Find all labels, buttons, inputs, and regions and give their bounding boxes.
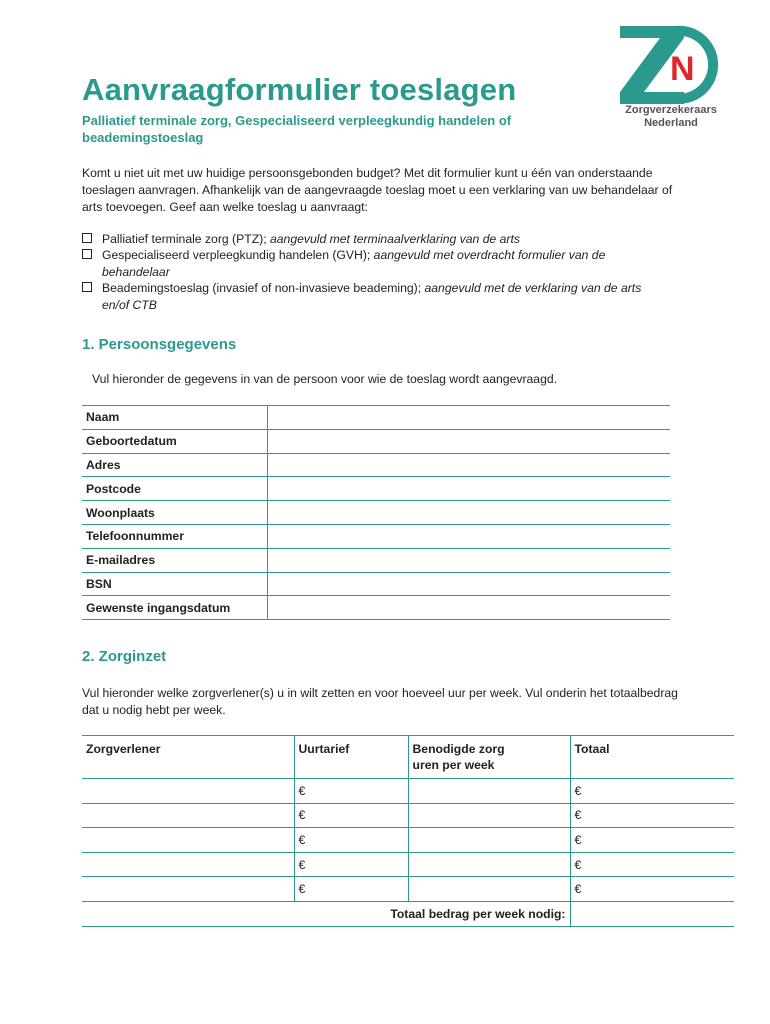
table-row bbox=[82, 406, 670, 430]
total-input[interactable]: € bbox=[570, 803, 734, 828]
rate-input[interactable]: € bbox=[294, 877, 408, 902]
field-input-bsn[interactable] bbox=[267, 572, 670, 596]
rate-input[interactable]: € bbox=[294, 828, 408, 853]
table-row bbox=[82, 453, 670, 477]
provider-input[interactable] bbox=[82, 803, 294, 828]
field-input-adres[interactable] bbox=[267, 453, 670, 477]
section2-title: 2. Zorginzet bbox=[82, 648, 167, 665]
total-input[interactable]: € bbox=[570, 779, 734, 804]
grand-total-input[interactable] bbox=[570, 901, 734, 926]
provider-input[interactable] bbox=[82, 828, 294, 853]
care-table bbox=[82, 735, 734, 927]
col-header-hours bbox=[408, 736, 570, 779]
hours-input[interactable] bbox=[408, 877, 570, 902]
total-input[interactable]: € bbox=[570, 828, 734, 853]
total-row bbox=[82, 901, 734, 926]
field-label-postcode: Postcode bbox=[82, 477, 267, 501]
section2-intro: Vul hieronder welke zorgverlener(s) u in wilt zetten en voor hoeveel uur per week. Vul onderin het totaalbedrag dat u nodig hebt per week. bbox=[82, 686, 678, 717]
col-header-provider: Zorgverlener bbox=[82, 736, 294, 779]
option-ptz-label: Palliatief terminale zorg (PTZ); bbox=[102, 232, 267, 246]
table-row bbox=[82, 548, 670, 572]
col-header-rate: Uurtarief bbox=[294, 736, 408, 779]
provider-input[interactable] bbox=[82, 779, 294, 804]
table-row bbox=[82, 429, 670, 453]
section1-title: 1. Persoonsgegevens bbox=[82, 336, 237, 353]
section1-intro: Vul hieronder de gegevens in van de persoon voor wie de toeslag wordt aangevraagd. bbox=[92, 372, 558, 386]
field-label-emailadres: E-mailadres bbox=[82, 548, 267, 572]
hours-input[interactable] bbox=[408, 779, 570, 804]
table-row bbox=[82, 596, 670, 620]
total-label: Totaal bedrag per week nodig: bbox=[82, 901, 570, 926]
field-input-emailadres[interactable] bbox=[267, 548, 670, 572]
page-subtitle: Palliatief terminale zorg, Gespecialiseerd verpleegkundig handelen of beademingstoeslag bbox=[82, 113, 512, 145]
option-ptz-note: aangevuld met terminaalverklaring van de arts bbox=[269, 232, 520, 246]
page-title: Aanvraagformulier toeslagen bbox=[82, 72, 517, 107]
hours-input[interactable] bbox=[408, 852, 570, 877]
logo-line2: Nederland bbox=[644, 116, 698, 129]
provider-input[interactable] bbox=[82, 877, 294, 902]
option-beademing-note: aangevuld met de verklaring van de arts en/of CTB bbox=[102, 281, 642, 312]
table-row bbox=[82, 477, 670, 501]
checkbox-gvh[interactable] bbox=[82, 249, 92, 259]
field-label-geboortedatum: Geboortedatum bbox=[82, 429, 267, 453]
table-row bbox=[82, 501, 670, 525]
table-row bbox=[82, 877, 734, 902]
intro-text: Komt u niet uit met uw huidige persoonsgebonden budget? Met dit formulier kunt u één van onderstaande toeslagen aanvragen. Afhankelijk van de aangevraagde toeslag moet u een verklaring van uw behandelaar of arts toevoegen. Geef aan welke toeslag u aanvraagt: bbox=[82, 166, 673, 214]
col-header-hours-line1: Benodigde zorg bbox=[412, 742, 505, 756]
total-input[interactable]: € bbox=[570, 852, 734, 877]
provider-input[interactable] bbox=[82, 852, 294, 877]
field-label-telefoonnummer: Telefoonnummer bbox=[82, 524, 267, 548]
table-row bbox=[82, 803, 734, 828]
checkbox-beademing[interactable] bbox=[82, 282, 92, 292]
table-row bbox=[82, 828, 734, 853]
table-row bbox=[82, 524, 670, 548]
table-row bbox=[82, 572, 670, 596]
field-label-adres: Adres bbox=[82, 453, 267, 477]
field-input-ingangsdatum[interactable] bbox=[267, 596, 670, 620]
rate-input[interactable]: € bbox=[294, 852, 408, 877]
personal-data-table bbox=[82, 405, 670, 620]
field-input-geboortedatum[interactable] bbox=[267, 429, 670, 453]
option-gvh-note: aangevuld met overdracht formulier van de behandelaar bbox=[102, 248, 606, 279]
logo-n-letter: N bbox=[670, 50, 695, 88]
option-gvh-label: Gespecialiseerd verpleegkundig handelen (GVH); bbox=[102, 248, 371, 262]
table-row bbox=[82, 779, 734, 804]
checkbox-ptz[interactable] bbox=[82, 233, 92, 243]
field-label-bsn: BSN bbox=[82, 572, 267, 596]
logo-line1: Zorgverzekeraars bbox=[625, 104, 717, 116]
field-input-woonplaats[interactable] bbox=[267, 501, 670, 525]
field-label-naam: Naam bbox=[82, 406, 267, 430]
rate-input[interactable]: € bbox=[294, 779, 408, 804]
col-header-total: Totaal bbox=[570, 736, 734, 779]
logo-text bbox=[612, 104, 730, 129]
field-input-postcode[interactable] bbox=[267, 477, 670, 501]
hours-input[interactable] bbox=[408, 828, 570, 853]
table-row bbox=[82, 852, 734, 877]
hours-input[interactable] bbox=[408, 803, 570, 828]
option-beademing-label: Beademingstoeslag (invasief of non-invasieve beademing); bbox=[102, 281, 422, 295]
field-input-telefoonnummer[interactable] bbox=[267, 524, 670, 548]
rate-input[interactable]: € bbox=[294, 803, 408, 828]
field-label-ingangsdatum: Gewenste ingangsdatum bbox=[82, 596, 267, 620]
field-label-woonplaats: Woonplaats bbox=[82, 501, 267, 525]
table-header-row bbox=[82, 736, 734, 779]
field-input-naam[interactable] bbox=[267, 406, 670, 430]
col-header-hours-line2: uren per week bbox=[412, 758, 495, 772]
total-input[interactable]: € bbox=[570, 877, 734, 902]
